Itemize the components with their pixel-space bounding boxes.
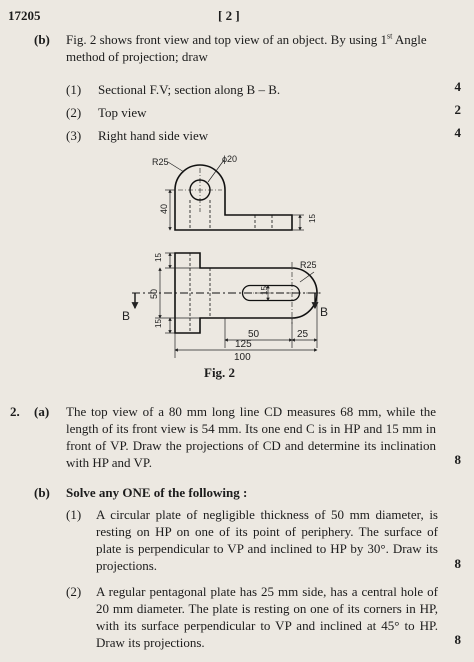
q2b-item-marks-2: 8 bbox=[454, 632, 461, 647]
section-label-right: B bbox=[320, 305, 329, 319]
dim-15-slot: 15 bbox=[260, 286, 269, 295]
dim-r25-tv: R25 bbox=[300, 260, 317, 270]
q1b-item-text-2: Top view bbox=[98, 105, 147, 120]
q2-number: 2. bbox=[10, 404, 20, 419]
q1b-text bbox=[66, 31, 456, 65]
dim-50-left: 50 bbox=[149, 288, 159, 299]
dim-25: 25 bbox=[297, 329, 309, 340]
q2b-label: (b) bbox=[34, 485, 50, 500]
dim-r25-top: R25 bbox=[152, 157, 169, 167]
dim-125: 125 bbox=[235, 339, 252, 350]
dim-100: 100 bbox=[234, 352, 251, 363]
q2b-item-num-2: (2) bbox=[66, 584, 82, 599]
dim-15-tv-bottom: 15 bbox=[154, 319, 163, 328]
q2a-label: (a) bbox=[34, 404, 50, 419]
q2b-item-text-2: A regular pentagonal plate has 25 mm side, has a central hole of 20 mm diameter. The plate is resting on one of its corners in HP, with its surface perpendicular to VP and inclined at 45° to HP. Draw its projections. bbox=[96, 584, 438, 650]
front-view bbox=[175, 165, 292, 230]
q2b-item-num-1: (1) bbox=[66, 507, 82, 522]
front-view-dimensions bbox=[165, 160, 304, 230]
dim-15-tv-top: 15 bbox=[154, 253, 163, 262]
figure-2-drawing bbox=[110, 148, 350, 363]
page-number: [ 2 ] bbox=[218, 8, 240, 23]
q1b-item-marks-1: 4 bbox=[454, 79, 461, 94]
q1b-text-part1: Fig. 2 shows front view and top view of an object. By using 1 bbox=[66, 32, 387, 47]
q1b-text-sup: st bbox=[387, 31, 393, 41]
q1b-text-part2: Angle method of projection; draw bbox=[66, 32, 427, 64]
q1b-label: (b) bbox=[34, 32, 50, 47]
q1b-item-text-3: Right hand side view bbox=[98, 128, 209, 143]
figure-caption: Fig. 2 bbox=[204, 365, 236, 380]
paper-code: 17205 bbox=[8, 8, 41, 23]
dim-40: 40 bbox=[159, 203, 169, 214]
q2b-item-text-1: A circular plate of negligible thickness of 50 mm diameter, is resting on HP on one of its point of periphery. The surface of plate is perpendicular to VP and inclined to HP by 30°. Draw its projections. bbox=[96, 507, 438, 573]
q2a-marks: 8 bbox=[454, 452, 461, 467]
q2b-item-marks-1: 8 bbox=[454, 556, 461, 571]
q1b-item-num-3: (3) bbox=[66, 128, 82, 143]
q1b-item-num-2: (2) bbox=[66, 105, 82, 120]
section-label-left: B bbox=[122, 309, 131, 323]
figure-2 bbox=[110, 148, 350, 363]
q1b-item-marks-3: 4 bbox=[454, 125, 461, 140]
q2b-heading: Solve any ONE of the following : bbox=[66, 485, 248, 500]
dim-15-fv: 15 bbox=[308, 214, 317, 223]
dim-phi20: ϕ20 bbox=[222, 154, 238, 164]
dim-50-bottom: 50 bbox=[248, 329, 260, 340]
q1b-item-text-1: Sectional F.V; section along B – B. bbox=[98, 82, 281, 97]
q1b-item-num-1: (1) bbox=[66, 82, 82, 97]
q2a-text: The top view of a 80 mm long line CD measures 68 mm, while the length of its front view is 54 mm. Its one end C is in HP and 15 mm in front of VP. Draw the projections of CD and determine its inclination with HP and VP. bbox=[66, 404, 436, 470]
q1b-item-marks-2: 2 bbox=[454, 102, 461, 117]
